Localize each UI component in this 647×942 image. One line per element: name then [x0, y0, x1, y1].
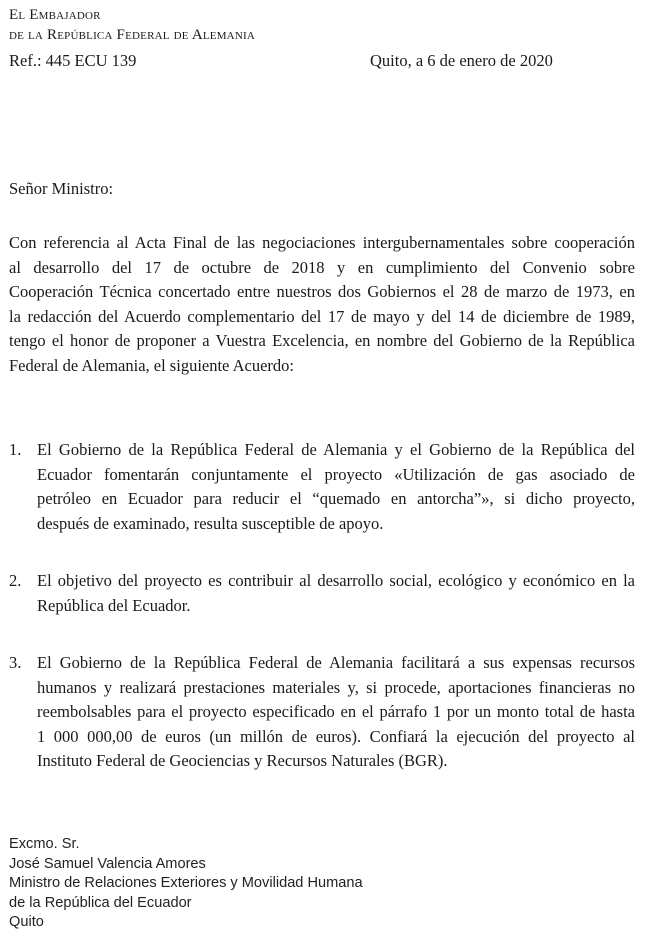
recipient-name: José Samuel Valencia Amores [9, 855, 206, 872]
item-line: El Gobierno de la República Federal de Alemania facilitará a sus expensas recursos [37, 653, 635, 672]
item-number: 1. [9, 440, 22, 459]
item-line: República del Ecuador. [37, 595, 191, 615]
intro-line: al desarrollo del 17 de octubre de 2018 y en cumplimiento del Convenio sobre [9, 257, 635, 277]
intro-line: la redacción del Acuerdo complementario del 17 de mayo y del 14 de diciembre de 1989, [9, 306, 635, 326]
item-text [37, 569, 635, 618]
intro-line: Con referencia al Acta Final de las negociaciones intergubernamentales sobre cooperación [9, 233, 635, 252]
item-line: petróleo en Ecuador para reducir el “quemado en antorcha”», si dicho proyecto, [37, 489, 635, 508]
recipient-address-block [9, 835, 363, 933]
intro-line: Cooperación Técnica concertado entre nuestros dos Gobiernos el 28 de marzo de 1973, en [9, 282, 635, 301]
item-line: reembolsables para el proyecto especificado en el párrafo 1 por un monto total de hasta [37, 702, 635, 721]
item-text [37, 651, 635, 774]
item-line: Instituto Federal de Geociencias y Recursos Naturales (BGR). [37, 751, 448, 770]
salutation: Señor Ministro: [9, 179, 114, 198]
reference-number: Ref.: 445 ECU 139 [9, 51, 137, 70]
item-number: 2. [9, 571, 22, 590]
item-line: humanos y realizará prestaciones materiales y, si procede, aportaciones financieras no [37, 677, 635, 697]
intro-paragraph [9, 231, 635, 378]
sender-block [9, 5, 255, 45]
sender-country: de la República Federal de Alemania [9, 27, 255, 43]
item-line: Ecuador fomentarán conjuntamente el proyecto «Utilización de gas asociado de [37, 464, 635, 484]
item-line: 1 000 000,00 de euros (un millón de euros). Confiará la ejecución del proyecto al [37, 726, 635, 746]
recipient-position: Ministro de Relaciones Exteriores y Movilidad Humana [9, 875, 363, 891]
item-line: después de examinado, resulta susceptible de apoyo. [37, 513, 384, 533]
item-line: El Gobierno de la República Federal de Alemania y el Gobierno de la República del [37, 440, 635, 459]
item-number: 3. [9, 653, 22, 672]
intro-line: tengo el honor de proponer a Vuestra Excelencia, en nombre del Gobierno de la República [9, 331, 635, 350]
item-text [37, 438, 635, 536]
place-and-date: Quito, a 6 de enero de 2020 [370, 51, 553, 70]
item-line: El objetivo del proyecto es contribuir al desarrollo social, ecológico y económico en la [37, 571, 635, 590]
sender-title: El Embajador [9, 7, 101, 23]
recipient-city: Quito [9, 914, 44, 930]
intro-line: Federal de Alemania, el siguiente Acuerdo: [9, 355, 294, 375]
recipient-country: de la República del Ecuador [9, 894, 192, 911]
recipient-honorific: Excmo. Sr. [9, 836, 80, 852]
